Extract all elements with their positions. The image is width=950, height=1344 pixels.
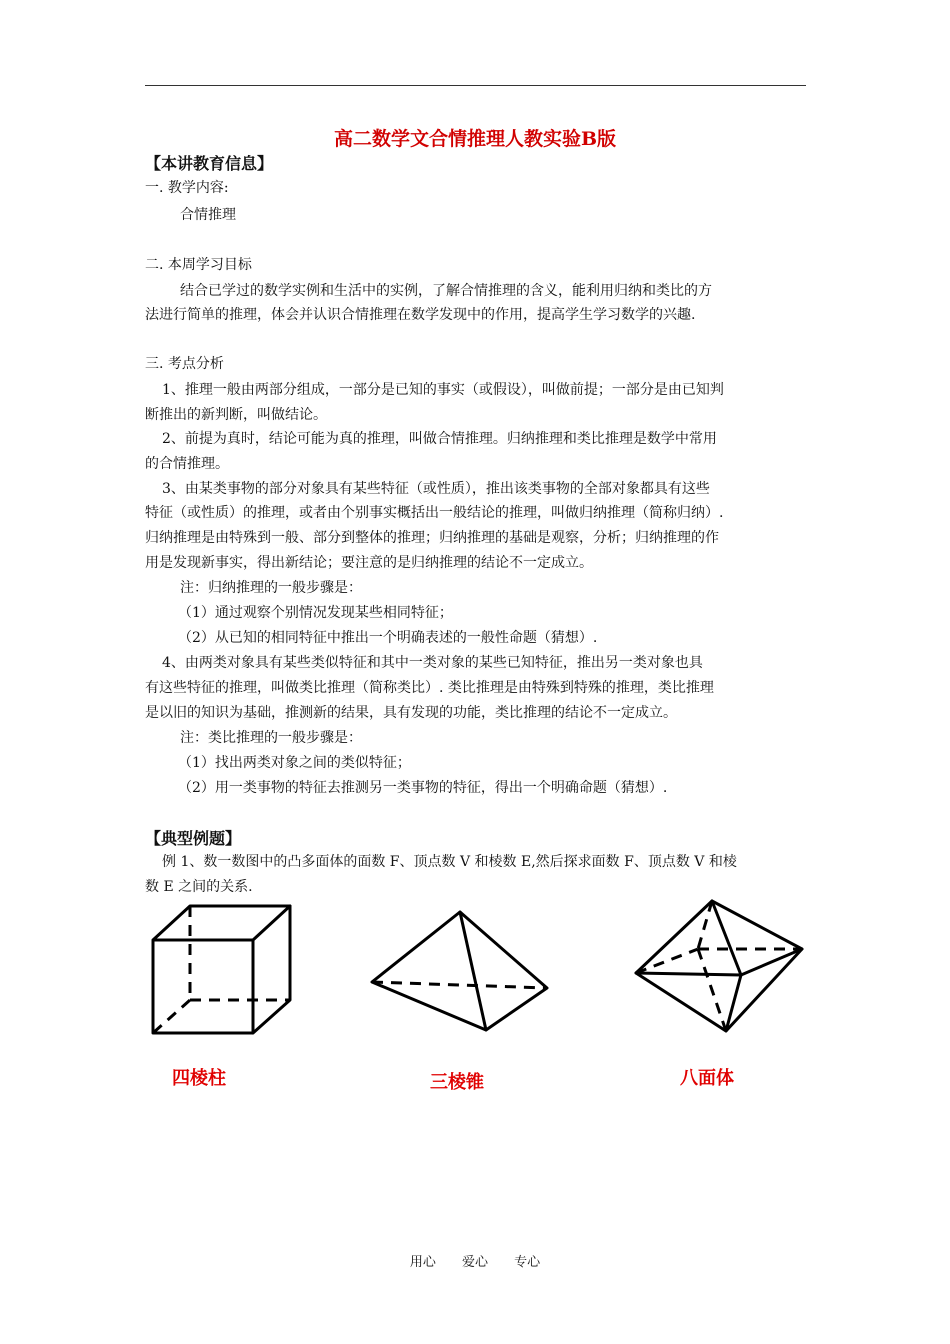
teach-content: 合情推理: [180, 207, 236, 223]
section-heading-info: 【本讲教育信息】: [145, 154, 274, 173]
goals-line: 法进行简单的推理，体会并认识合情推理在数学发现中的作用，提高学生学习数学的兴趣.: [145, 307, 696, 323]
analysis-p2-line: 2、前提为真时，结论可能为真的推理，叫做合情推理。归纳推理和类比推理是数学中常用: [162, 431, 717, 447]
note-induction: 注：归纳推理的一般步骤是：: [180, 580, 362, 596]
teach-heading: 一. 教学内容:: [145, 180, 229, 196]
note-induction-step: （2）从已知的相同特征中推出一个明确表述的一般性命题（猜想）.: [178, 630, 598, 646]
figure-label-prism: 四棱柱: [172, 1068, 226, 1089]
octahedron-figure: [628, 893, 808, 1038]
section-heading-examples: 【典型例题】: [145, 829, 242, 848]
analysis-p3-line: 特征（或性质）的推理，或者由个别事实概括出一般结论的推理，叫做归纳推理（简称归纳）.: [145, 505, 724, 521]
document-title: 高二数学文合情推理人教实验B版: [333, 128, 617, 150]
analysis-p1-line: 1、推理一般由两部分组成，一部分是已知的事实（或假设），叫做前提；一部分是由已知判: [162, 382, 724, 398]
figure-label-pyramid: 三棱锥: [430, 1072, 484, 1093]
analysis-p3-line: 归纳推理是由特殊到一般、部分到整体的推理；归纳推理的基础是观察，分析；归纳推理的作: [145, 530, 719, 546]
analysis-heading: 三. 考点分析: [145, 356, 224, 372]
goals-line: 结合已学过的数学实例和生活中的实例，了解合情推理的含义，能利用归纳和类比的方: [180, 283, 712, 299]
analysis-p4-line: 4、由两类对象具有某些类似特征和其中一类对象的某些已知特征，推出另一类对象也具: [162, 655, 703, 671]
figure-label-octahedron: 八面体: [680, 1068, 734, 1089]
page-footer: 用心 爱心 专心: [409, 1255, 541, 1270]
example-line: 数 E 之间的关系.: [145, 879, 253, 895]
analysis-p4-line: 有这些特征的推理，叫做类比推理（简称类比）. 类比推理是由特殊到特殊的推理，类比推理: [145, 680, 714, 696]
analysis-p3-line: 3、由某类事物的部分对象具有某些特征（或性质），推出该类事物的全部对象都具有这些: [162, 481, 710, 497]
note-analogy-step: （1）找出两类对象之间的类似特征；: [178, 755, 411, 771]
pyramid-figure: [362, 898, 557, 1038]
prism-figure: [145, 898, 300, 1043]
analysis-p1-line: 断推出的新判断，叫做结论。: [145, 407, 327, 423]
goals-heading: 二. 本周学习目标: [145, 257, 252, 273]
note-analogy-step: （2）用一类事物的特征去推测另一类事物的特征，得出一个明确命题（猜想）.: [178, 780, 668, 796]
analysis-p3-line: 用是发现新事实，得出新结论；要注意的是归纳推理的结论不一定成立。: [145, 555, 593, 571]
example-line: 例 1、数一数图中的凸多面体的面数 F、顶点数 V 和棱数 E,然后探求面数 F、顶点数 V 和棱: [162, 854, 737, 870]
note-analogy: 注：类比推理的一般步骤是：: [180, 730, 362, 746]
header-rule: [145, 85, 806, 86]
analysis-p2-line: 的合情推理。: [145, 456, 229, 472]
note-induction-step: （1）通过观察个别情况发现某些相同特征；: [178, 605, 453, 621]
analysis-p4-line: 是以旧的知识为基础，推测新的结果，具有发现的功能，类比推理的结论不一定成立。: [145, 705, 677, 721]
